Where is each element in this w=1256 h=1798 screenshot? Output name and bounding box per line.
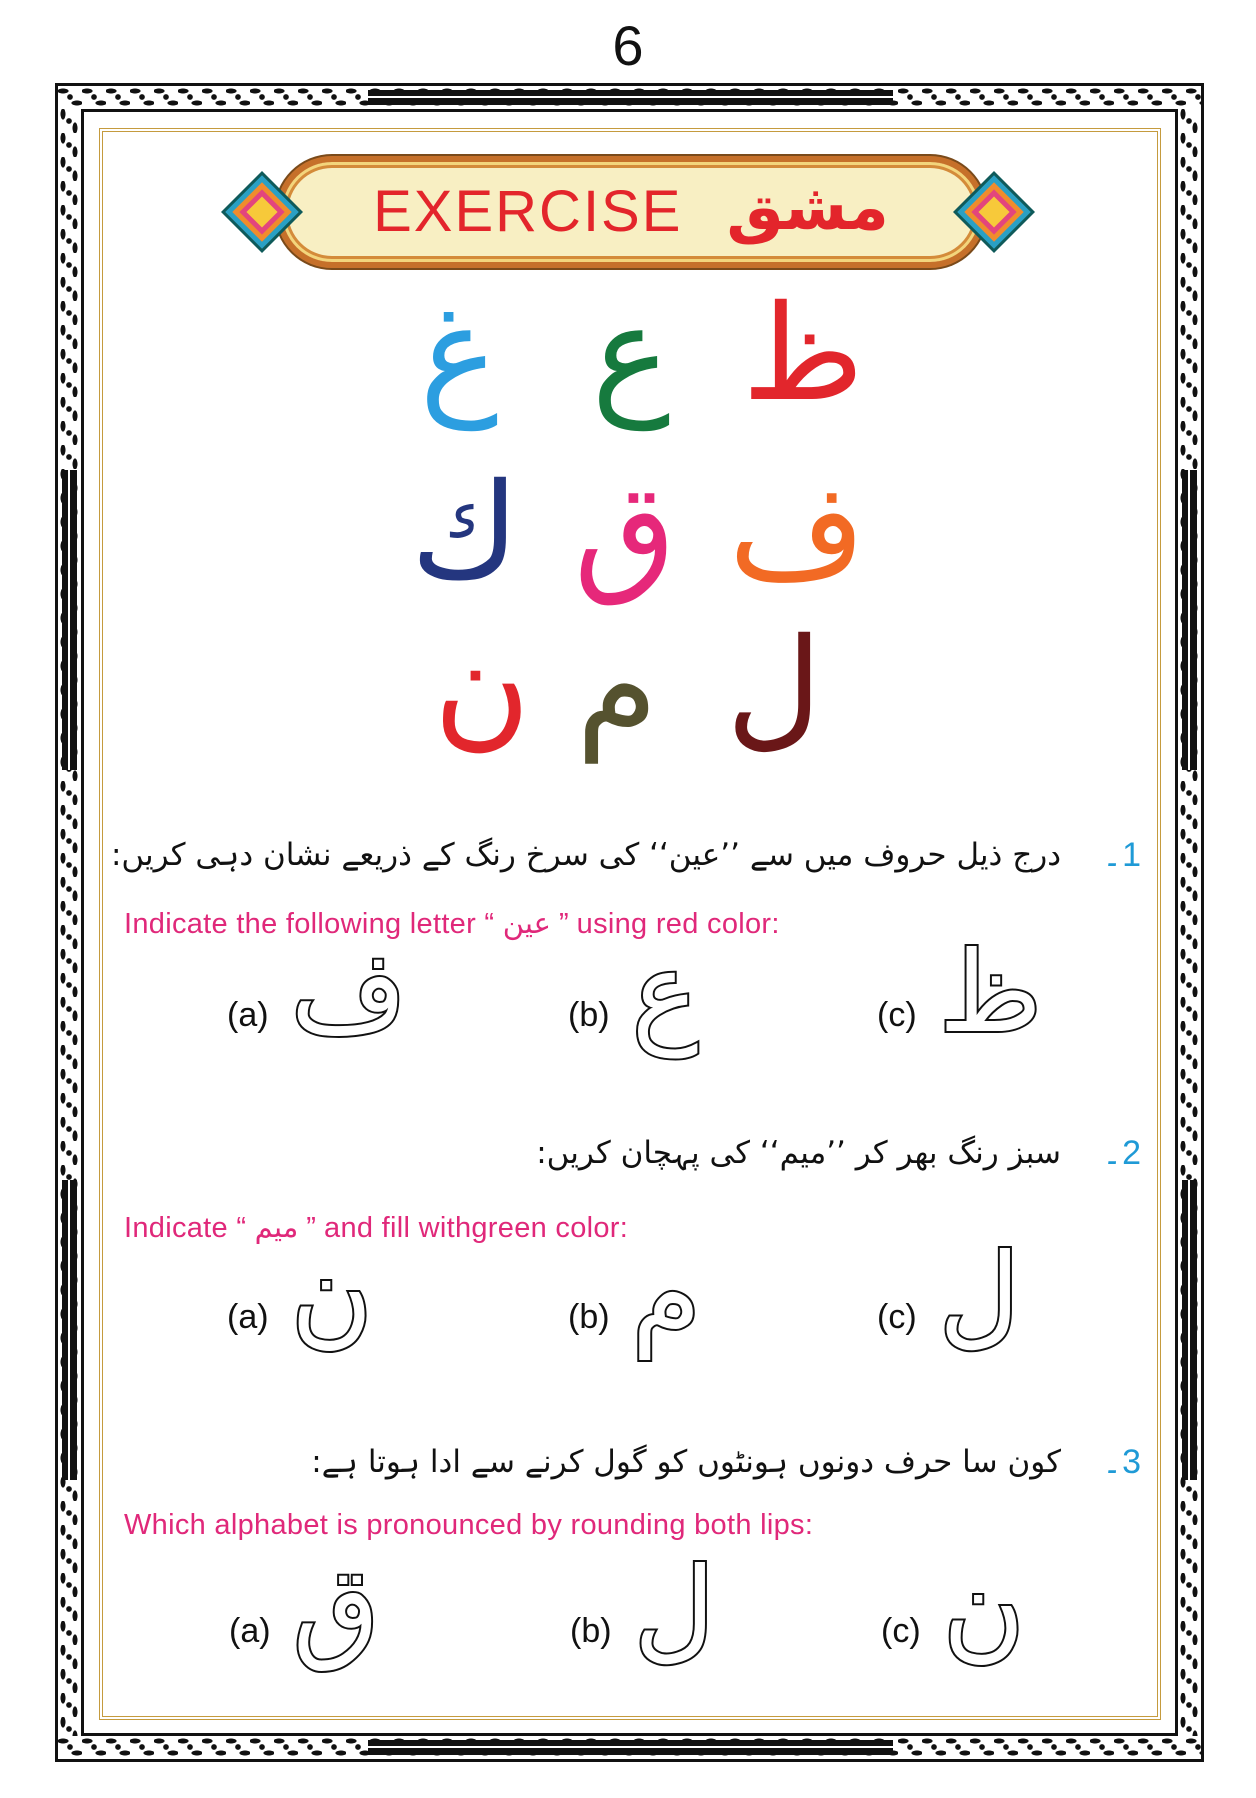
option-b bbox=[568, 928, 699, 1085]
question-english-text: Which alphabet is pronounced by rounding both lips: bbox=[124, 1509, 814, 1541]
letter-meem: م bbox=[576, 610, 658, 764]
letter-noon: ن bbox=[433, 610, 531, 764]
option-label: (c) bbox=[877, 996, 917, 1034]
question-urdu-text: سبز رنگ بھر کر ’’میم‘‘ کی پہچان کریں: bbox=[536, 1135, 1061, 1171]
option-a bbox=[227, 1230, 373, 1387]
option-label: (b) bbox=[568, 996, 610, 1034]
banner-title-english: EXERCISE bbox=[373, 179, 683, 244]
option-letter-outline: م bbox=[631, 1230, 701, 1360]
question-urdu-text: درج ذیل حروف میں سے ’’عین‘‘ کی سرخ رنگ کے ذریعے نشان دہی کریں: bbox=[110, 837, 1061, 873]
letter-ghain: غ bbox=[419, 277, 499, 431]
frame-bar-top bbox=[368, 90, 893, 105]
page-number: 6 bbox=[612, 14, 644, 77]
question-urdu-text: کون سا حرف دونوں ہونٹوں کو گول کرنے سے ادا ہوتا ہے: bbox=[311, 1444, 1061, 1480]
option-label: (c) bbox=[881, 1612, 921, 1650]
option-letter-outline: ن bbox=[942, 1544, 1025, 1674]
option-letter-outline: ق bbox=[292, 1544, 380, 1674]
frame-bar-right-upper bbox=[1182, 470, 1197, 770]
letter-ain: ع bbox=[591, 277, 671, 431]
english-text-after: ” and fill withgreen color: bbox=[298, 1212, 629, 1244]
option-label: (b) bbox=[568, 1298, 610, 1336]
frame-bar-bottom bbox=[368, 1740, 893, 1755]
option-b bbox=[570, 1544, 715, 1701]
option-label: (a) bbox=[229, 1612, 271, 1650]
question-number: 1۔ bbox=[1102, 836, 1141, 874]
letter-zoay: ظ bbox=[741, 277, 865, 431]
option-a bbox=[227, 928, 407, 1085]
english-urdu-term: میم bbox=[254, 1210, 299, 1244]
option-label: (a) bbox=[227, 1298, 269, 1336]
option-letter-outline: ظ bbox=[938, 928, 1043, 1058]
question-number: 2۔ bbox=[1102, 1134, 1141, 1172]
letter-qaf: ق bbox=[573, 455, 677, 609]
option-letter-outline: ع bbox=[631, 928, 699, 1058]
option-label: (b) bbox=[570, 1612, 612, 1650]
banner-title-urdu: مشق bbox=[726, 171, 889, 245]
option-label: (c) bbox=[877, 1298, 917, 1336]
frame-bar-right-lower bbox=[1182, 1180, 1197, 1480]
english-text-before: Indicate “ bbox=[124, 1212, 255, 1244]
option-a bbox=[229, 1544, 380, 1701]
letter-kaf: ك bbox=[410, 455, 520, 609]
frame-band-right bbox=[1178, 109, 1201, 1736]
frame-bar-left-upper bbox=[62, 470, 77, 770]
english-urdu-term: عین bbox=[502, 906, 551, 940]
option-b bbox=[568, 1230, 701, 1387]
english-text-after: ” using red color: bbox=[550, 908, 780, 940]
option-letter-outline: ف bbox=[290, 928, 407, 1058]
frame-band-left bbox=[58, 109, 81, 1736]
option-c bbox=[877, 928, 1043, 1085]
option-letter-outline: ل bbox=[938, 1230, 1021, 1360]
english-text-before: Indicate the following letter “ bbox=[124, 908, 503, 940]
option-c bbox=[881, 1544, 1025, 1701]
option-c bbox=[877, 1230, 1021, 1387]
letter-fa: ف bbox=[728, 455, 866, 609]
exercise-banner bbox=[276, 156, 986, 268]
frame-bar-left-lower bbox=[62, 1180, 77, 1480]
question-number: 3۔ bbox=[1102, 1443, 1141, 1481]
letter-laam: ل bbox=[726, 610, 822, 764]
option-letter-outline: ل bbox=[633, 1544, 715, 1674]
option-letter-outline: ن bbox=[290, 1230, 373, 1360]
question-english-text bbox=[124, 1209, 628, 1246]
option-label: (a) bbox=[227, 996, 269, 1034]
